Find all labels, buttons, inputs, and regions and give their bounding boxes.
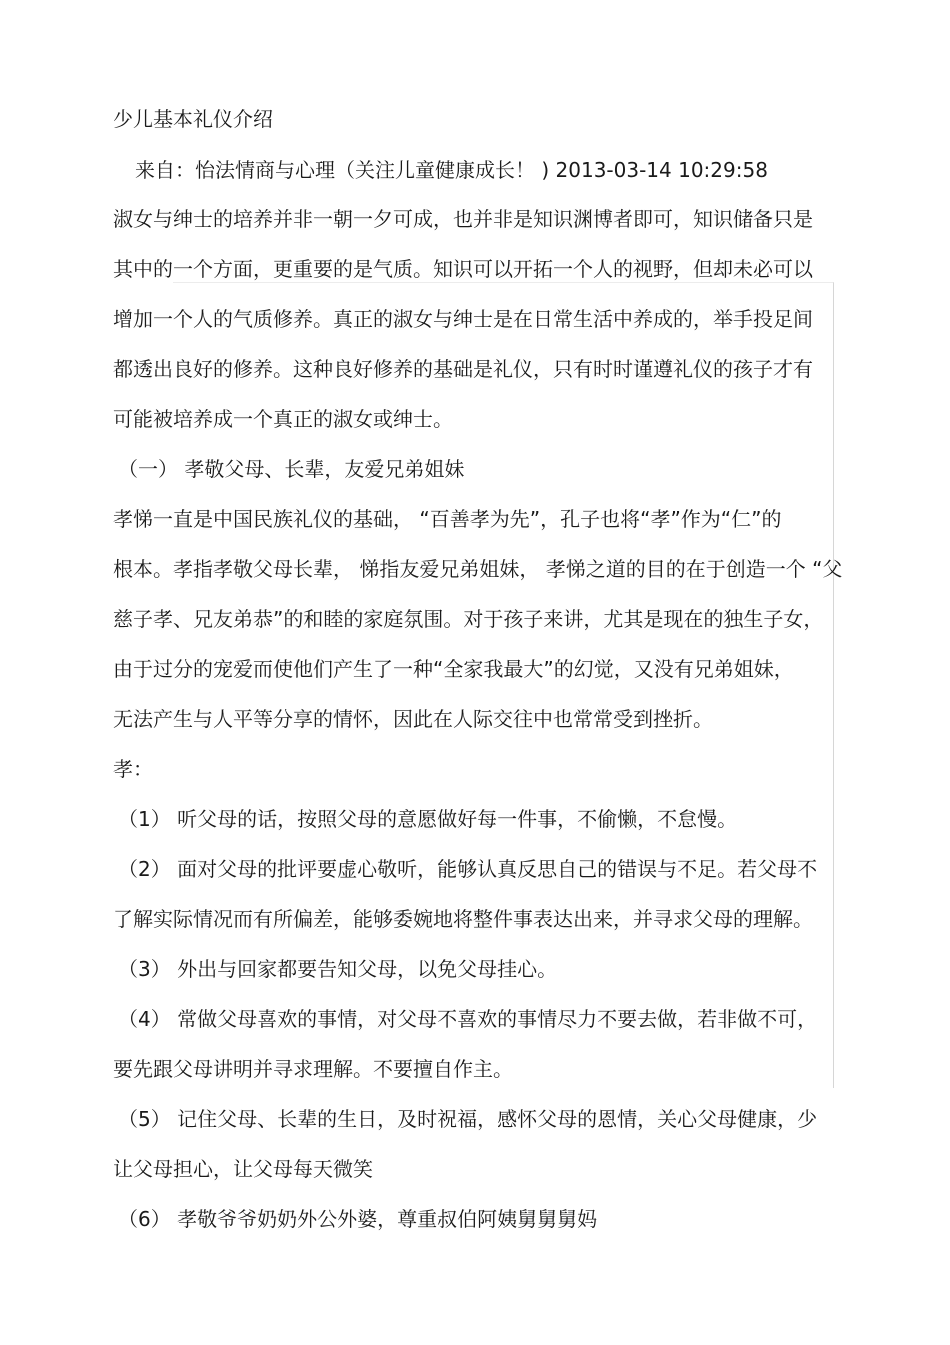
section-body-line: 根本。孝指孝敬父母长辈， 悌指友爱兄弟姐妹， 孝悌之道的目的在于创造一个 “父 xyxy=(113,557,843,581)
xiao-label: 孝： xyxy=(113,757,153,781)
section-body-line: 慈子孝、兄友弟恭”的和睦的家庭氛围。对于孩子来讲，尤其是现在的独生子女， xyxy=(113,607,824,631)
list-item-continuation: 要先跟父母讲明并寻求理解。不要擅自作主。 xyxy=(113,1057,513,1081)
intro-line: 其中的一个方面，更重要的是气质。知识可以开拓一个人的视野，但却未必可以 xyxy=(113,257,813,281)
section-body-line: 孝悌一直是中国民族礼仪的基础， “百善孝为先”，孔子也将“孝”作为“仁”的 xyxy=(113,507,782,531)
intro-line: 增加一个人的气质修养。真正的淑女与绅士是在日常生活中养成的，举手投足间 xyxy=(113,307,813,331)
intro-line: 可能被培养成一个真正的淑女或绅士。 xyxy=(113,407,453,431)
list-item: （6） 孝敬爷爷奶奶外公外婆，尊重叔伯阿姨舅舅舅妈 xyxy=(118,1207,598,1231)
list-item: （5） 记住父母、长辈的生日，及时祝福，感怀父母的恩情，关心父母健康，少 xyxy=(118,1107,818,1131)
section-body-line: 由于过分的宠爱而使他们产生了一种“全家我最大”的幻觉，又没有兄弟姐妹， xyxy=(113,657,794,681)
section-body-line: 无法产生与人平等分享的情怀，因此在人际交往中也常常受到挫折。 xyxy=(113,707,713,731)
list-item-continuation: 了解实际情况而有所偏差，能够委婉地将整件事表达出来，并寻求父母的理解。 xyxy=(113,907,813,931)
section-heading: （一） 孝敬父母、长辈，友爱兄弟姐妹 xyxy=(118,457,465,481)
list-item: （3） 外出与回家都要告知父母，以免父母挂心。 xyxy=(118,957,558,981)
intro-line: 淑女与绅士的培养并非一朝一夕可成，也并非是知识渊博者即可，知识储备只是 xyxy=(113,207,813,231)
list-item: （4） 常做父母喜欢的事情，对父母不喜欢的事情尽力不要去做，若非做不可， xyxy=(118,1007,818,1031)
source-line: 来自：怡法情商与心理（关注儿童健康成长！ ) 2013-03-14 10:29:58 xyxy=(135,158,768,182)
intro-line: 都透出良好的修养。这种良好修养的基础是礼仪，只有时时谨遵礼仪的孩子才有 xyxy=(113,357,813,381)
list-item-continuation: 让父母担心，让父母每天微笑 xyxy=(113,1157,373,1181)
list-item: （1） 听父母的话，按照父母的意愿做好每一件事，不偷懒，不怠慢。 xyxy=(118,807,738,831)
document-title: 少儿基本礼仪介绍 xyxy=(113,107,273,131)
list-item: （2） 面对父母的批评要虚心敬听，能够认真反思自己的错误与不足。若父母不 xyxy=(118,857,818,881)
